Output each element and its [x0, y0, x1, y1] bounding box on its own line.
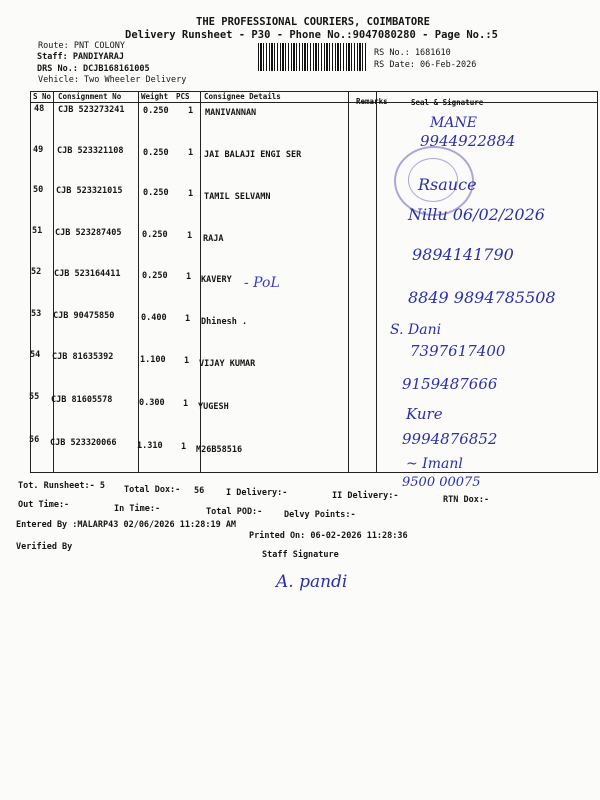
row-consignee: VIJAY KUMAR [199, 359, 256, 369]
tot-runsheet: Tot. Runsheet:- 5 [18, 481, 105, 491]
row-pcs: 1 [188, 148, 194, 158]
rs-number: RS No.: 1681610 [374, 48, 451, 58]
row-weight: 0.250 [142, 230, 168, 240]
row-sno: 56 [29, 435, 40, 445]
handwritten-phone: 9894141790 [412, 245, 514, 264]
drs-number: DRS No.: DCJB168161005 [37, 64, 150, 74]
row-sno: 52 [31, 267, 42, 277]
staff-label: Staff: PANDIYARAJ [37, 52, 124, 62]
row-weight: 0.250 [143, 106, 169, 116]
row-consignment: CJB 81635392 [52, 352, 114, 362]
handwritten-signature: S. Dani [390, 322, 442, 338]
row-pcs: 1 [181, 442, 187, 452]
row-weight: 0.250 [143, 148, 169, 158]
row-pcs: 1 [188, 106, 194, 116]
ii-delivery-label: II Delivery:- [332, 491, 399, 501]
printed-on: Printed On: 06-02-2026 11:28:36 [249, 531, 408, 541]
rs-date: RS Date: 06-Feb-2026 [374, 60, 477, 70]
row-consignment: CJB 523273241 [58, 105, 125, 115]
rtn-dox-label: RTN Dox:- [443, 495, 490, 505]
handwritten-signature: ~ Imanl [406, 456, 463, 472]
row-pcs: 1 [185, 314, 191, 324]
handwritten-phone: 7397617400 [410, 342, 506, 360]
staff-handwritten-signature: A. pandi [276, 572, 348, 592]
row-consignment: CJB 90475850 [53, 311, 115, 321]
row-consignee: KAVERY [201, 275, 232, 285]
row-weight: 0.250 [143, 188, 169, 198]
row-consignee: RAJA [203, 234, 224, 244]
company-title: THE PROFESSIONAL COURIERS, COIMBATORE [196, 16, 430, 28]
in-time-label: In Time:- [114, 504, 161, 514]
row-consignee: Dhinesh . [201, 317, 248, 327]
delvy-points-label: Delvy Points:- [284, 510, 356, 520]
row-pcs: 1 [187, 231, 193, 241]
row-consignment: CJB 81605578 [51, 395, 113, 405]
handwritten-phone: 9159487666 [402, 375, 498, 393]
row-sno: 53 [31, 309, 42, 319]
handwritten-phone: 8849 9894785508 [408, 288, 556, 307]
handwritten-signature: Kure [406, 405, 443, 423]
handwritten-remark: - PoL [244, 275, 280, 291]
verified-by: Verified By [16, 542, 73, 552]
row-consignment: CJB 523320066 [50, 438, 117, 448]
handwritten-phone: 9994876852 [402, 430, 498, 448]
i-delivery-label: I Delivery:- [226, 488, 288, 498]
row-sno: 48 [34, 104, 45, 114]
row-consignee: TAMIL SELVAMN [204, 192, 271, 202]
row-pcs: 1 [188, 189, 194, 199]
row-weight: 1.100 [140, 355, 166, 365]
total-pod-label: Total POD:- [206, 507, 263, 517]
handwritten-name: MANE [430, 115, 477, 131]
row-consignee: JAI BALAJI ENGI SER [204, 150, 302, 160]
vehicle-label: Vehicle: Two Wheeler Delivery [38, 75, 187, 85]
row-consignment: CJB 523321015 [56, 186, 123, 196]
row-consignee: YUGESH [198, 402, 229, 412]
handwritten-phone: 9944922884 [420, 132, 516, 150]
col-header-pcs: PCS [176, 92, 190, 101]
col-header-weight: Weight [141, 92, 169, 101]
row-pcs: 1 [184, 356, 190, 366]
row-consignment: CJB 523287405 [55, 228, 122, 238]
row-sno: 49 [33, 145, 44, 155]
row-sno: 50 [33, 185, 44, 195]
col-header-sno: S No [33, 92, 52, 101]
row-consignment: CJB 523321108 [57, 146, 124, 156]
row-consignee: M26B58516 [196, 445, 243, 455]
total-dox-label: Total Dox:- [124, 485, 181, 495]
out-time-label: Out Time:- [18, 500, 70, 510]
row-sno: 51 [32, 226, 43, 236]
entered-by: Entered By :MALARP43 02/06/2026 11:28:19 AM [16, 520, 237, 530]
row-weight: 0.300 [139, 398, 165, 408]
col-header-consignee: Consignee Details [204, 92, 281, 101]
handwritten-signature: Nillu 06/02/2026 [408, 205, 545, 224]
barcode-image [258, 43, 368, 71]
row-weight: 1.310 [137, 441, 163, 451]
col-header-remarks: Remarks [356, 97, 388, 106]
handwritten-signature: Rsauce [418, 175, 477, 194]
route-label: Route: PNT COLONY [38, 41, 125, 51]
row-weight: 0.250 [142, 271, 168, 281]
total-dox-value: 56 [194, 486, 205, 496]
row-consignment: CJB 523164411 [54, 269, 121, 279]
col-header-seal: Seal & Signature [411, 98, 484, 107]
handwritten-phone: 9500 00075 [402, 475, 481, 490]
row-weight: 0.400 [141, 313, 167, 323]
row-consignee: MANIVANNAN [205, 108, 257, 118]
col-header-consignment: Consignment No [58, 92, 122, 101]
row-pcs: 1 [186, 272, 192, 282]
row-pcs: 1 [183, 399, 189, 409]
staff-signature-label: Staff Signature [262, 550, 339, 560]
row-sno: 55 [29, 392, 40, 402]
runsheet-title: Delivery Runsheet - P30 - Phone No.:9047080280 - Page No.:5 [125, 29, 498, 41]
row-sno: 54 [30, 350, 41, 360]
